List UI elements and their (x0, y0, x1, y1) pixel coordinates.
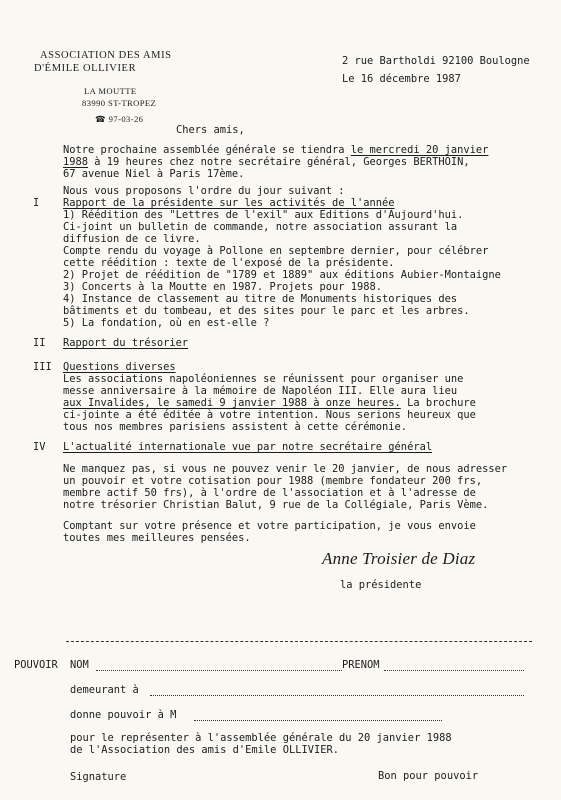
section-1-line-3: diffusion de ce livre. (63, 233, 201, 245)
cut-line (66, 641, 532, 642)
proxy-repr-line-2: de l'Association des amis d'Emile OLLIVIER. (70, 744, 339, 756)
proxy-signature-label: Signature (70, 771, 127, 783)
letter-date: Le 16 décembre 1987 (342, 73, 461, 85)
intro-line-1 (63, 145, 488, 157)
agenda-intro: Nous vous proposons l'ordre du jour suivant : (63, 185, 345, 197)
letterhead-phone (95, 114, 143, 126)
intro-line-2 (63, 157, 470, 169)
section-4-numeral: IV (33, 441, 46, 453)
section-1-line-10: 5) La fondation, où en est-elle ? (63, 317, 270, 329)
section-1-line-7: 3) Concerts à la Moutte en 1987. Projets pour 1988. (63, 281, 383, 293)
section-4-title: L'actualité internationale vue par notre secrétaire général (63, 441, 433, 453)
mandataire-field-line[interactable] (194, 720, 442, 721)
phone-icon: ☎ (95, 114, 107, 124)
reminder-line-2: un pouvoir et votre cotisation pour 1988 (membre fondateur 200 frs, (63, 475, 483, 487)
reminder-line-1: Ne manquez pas, si vous ne pouvez venir le 20 janvier, de nous adresser (63, 463, 508, 475)
signatory-title: la présidente (340, 579, 422, 591)
proxy-bon-pour-pouvoir: Bon pour pouvoir (378, 770, 479, 782)
proxy-repr-line-1: pour le représenter à l'assemblée générale du 20 janvier 1988 (70, 732, 452, 744)
nom-field-line[interactable] (96, 670, 342, 671)
section-1-line-2: Ci-joint un bulletin de commande, notre association assurant la (63, 221, 458, 233)
closing-line-1: Comptant sur votre présence et votre participation, je vous envoie (63, 520, 476, 532)
invalides-event: aux Invalides, le samedi 9 janvier 1988 à onze heures. (63, 397, 401, 409)
association-name-line1: ASSOCIATION DES AMIS (40, 50, 172, 61)
reminder-line-3: membre actif 50 frs), à l'ordre de l'association et à l'adresse de (63, 487, 476, 499)
closing-line-2: toutes mes meilleures pensées. (63, 532, 251, 544)
section-1-line-8: 4) Instance de classement au titre de Monuments historiques des (63, 293, 458, 305)
letterhead-place: LA MOUTTE (84, 86, 137, 96)
intro-line-3: 67 avenue Niel à Paris 17ème. (63, 168, 245, 180)
section-1-numeral: I (33, 197, 40, 209)
section-3-line-1: Les associations napoléoniennes se réunissent pour organiser une (63, 373, 464, 385)
section-3-line-3-rest: La brochure (400, 397, 476, 409)
proxy-demeurant-label: demeurant à (70, 684, 139, 696)
proxy-nom-label: NOM (70, 659, 89, 671)
section-3-line-4: ci-jointe a été éditée à votre intention. Nous serions heureux que (63, 409, 476, 421)
section-1-line-1: 1) Réédition des "Lettres de l'exil" aux Editions d'Aujourd'hui. (63, 209, 464, 221)
intro-text-1: Notre prochaine assemblée générale se tiendra (63, 144, 351, 156)
phone-number: 97-03-26 (108, 114, 144, 124)
section-3-numeral: III (33, 361, 52, 373)
section-1-line-9: bâtiments et du tombeau, et des sites pour le parc et les arbres. (63, 305, 470, 317)
meeting-date: le mercredi 20 janvier (350, 144, 489, 156)
handwritten-signature: Anne Troisier de Diaz (322, 549, 476, 568)
section-2-numeral: II (33, 337, 46, 349)
section-1-line-6: 2) Projet de réédition de "1789 et 1889" aux éditions Aubier-Montaigne (63, 269, 501, 281)
section-3-title: Questions diverses (63, 361, 176, 373)
association-name-line2: D'ÉMILE OLLIVIER (34, 63, 137, 74)
proxy-donne-label: donne pouvoir à M (70, 709, 177, 721)
proxy-title: POUVOIR (14, 659, 58, 671)
section-1-title: Rapport de la présidente sur les activités de l'année (63, 197, 395, 209)
intro-text-2: à 19 heures chez notre secrétaire général, Georges BERTHOIN, (88, 156, 470, 168)
section-3-line-5: tous nos membres parisiens assistent à cette cérémonie. (63, 421, 408, 433)
proxy-prenom-label: PRENOM (342, 659, 380, 671)
meeting-year: 1988 (63, 156, 89, 168)
reminder-line-4: notre trésorier Christian Balut, 9 rue de la Collégiale, Paris Vème. (63, 499, 489, 511)
sender-address: 2 rue Bartholdi 92100 Boulogne (342, 55, 530, 67)
section-1-line-4: Compte rendu du voyage à Pollone en septembre dernier, pour célébrer (63, 245, 489, 257)
salutation: Chers amis, (176, 124, 245, 136)
section-1-line-5: cette réédition : texte de l'exposé de la présidente. (63, 257, 395, 269)
section-3-line-2: messe anniversaire à la mémoire de Napoléon III. Elle aura lieu (63, 385, 458, 397)
letterhead-postcode: 83990 ST-TROPEZ (82, 98, 157, 108)
section-2-title: Rapport du trésorier (63, 337, 189, 349)
demeurant-field-line[interactable] (150, 695, 524, 696)
section-3-line-3 (63, 398, 476, 410)
prenom-field-line[interactable] (384, 670, 524, 671)
